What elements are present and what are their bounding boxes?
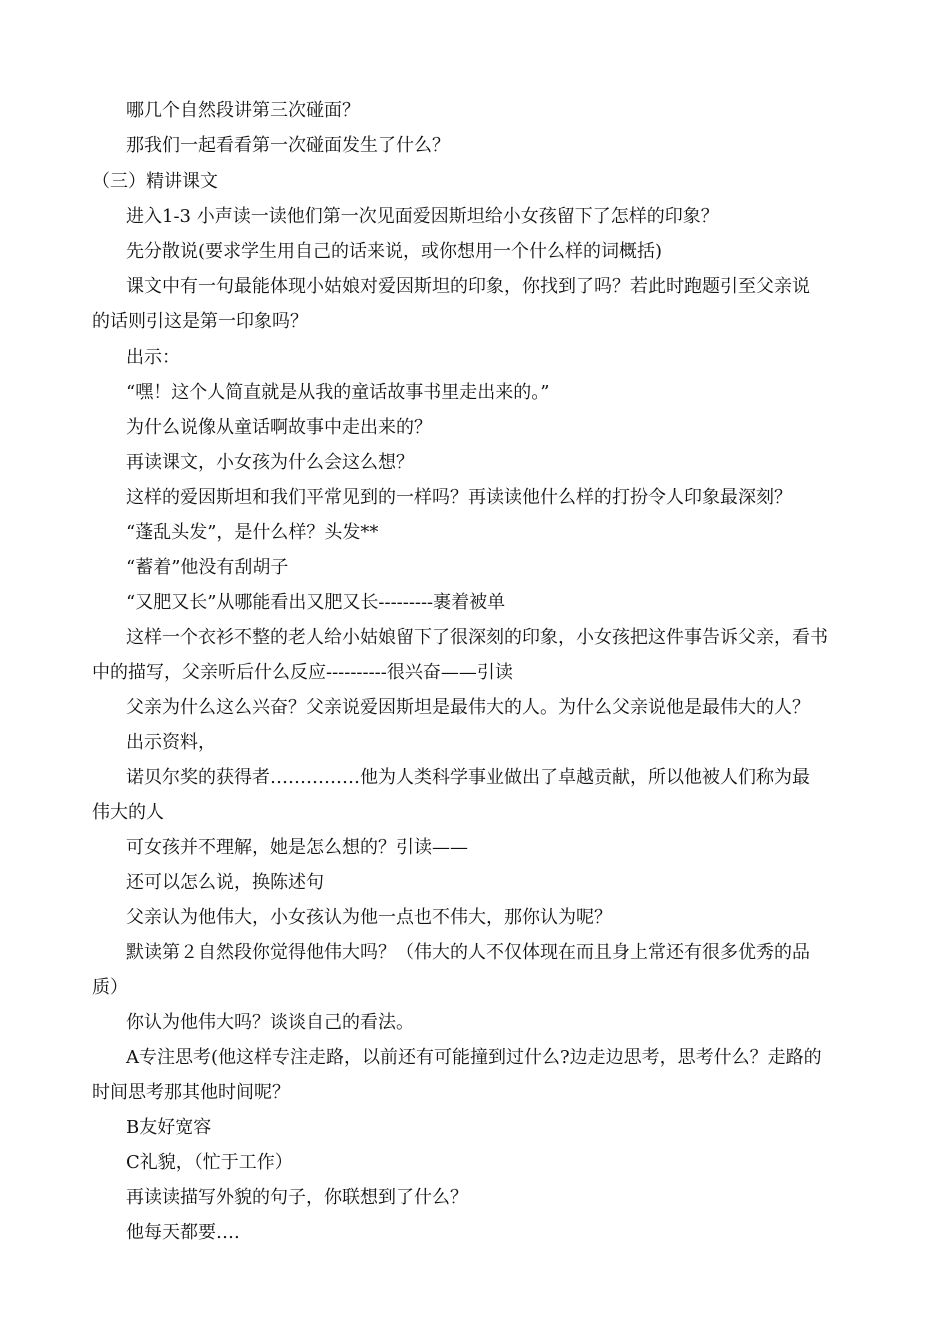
text-line: 父亲认为他伟大，小女孩认为他一点也不伟大，那你认为呢？ (126, 907, 612, 928)
text-line: 时间思考那其他时间呢？ (92, 1082, 290, 1103)
text-line: 还可以怎么说，换陈述句 (126, 872, 324, 893)
text-line: B友好宽容 (126, 1117, 212, 1138)
text-line: “蓄着”他没有刮胡子 (126, 557, 289, 578)
text-line: 的话则引这是第一印象吗？ (92, 311, 308, 332)
text-line: 这样的爱因斯坦和我们平常见到的一样吗？再读读他什么样的打扮令人印象最深刻？ (126, 487, 792, 508)
text-line: 质） (92, 977, 128, 998)
text-line: 父亲为什么这么兴奋？父亲说爱因斯坦是最伟大的人。为什么父亲说他是最伟大的人？ (126, 697, 810, 718)
text-line: “蓬乱头发”，是什么样？头发** (126, 522, 379, 543)
text-line: 再读读描写外貌的句子，你联想到了什么？ (126, 1187, 468, 1208)
text-line: C礼貌，（忙于工作） (126, 1152, 293, 1173)
text-line: 先分散说(要求学生用自己的话来说，或你想用一个什么样的词概括) (126, 241, 663, 262)
text-line: 课文中有一句最能体现小姑娘对爱因斯坦的印象，你找到了吗？若此时跑题引至父亲说 (126, 276, 810, 297)
section-heading: （三）精讲课文 (92, 171, 218, 192)
text-line: 他每天都要…. (126, 1222, 240, 1243)
text-line: 可女孩并不理解，她是怎么想的？引读—— (126, 837, 468, 858)
text-line: 进入1-3 小声读一读他们第一次见面爱因斯坦给小女孩留下了怎样的印象？ (126, 206, 719, 227)
text-line: 诺贝尔奖的获得者……………他为人类科学事业做出了卓越贡献，所以他被人们称为最 (126, 767, 810, 788)
text-line: 伟大的人 (92, 802, 164, 823)
quote-line: “嘿！这个人简直就是从我的童话故事书里走出来的。” (126, 382, 550, 403)
text-line: 出示： (126, 347, 180, 368)
text-line: A专注思考(他这样专注走路，以前还有可能撞到过什么?边走边思考，思考什么？走路的 (126, 1047, 822, 1068)
text-line: 这样一个衣衫不整的老人给小姑娘留下了很深刻的印象，小女孩把这件事告诉父亲，看书 (126, 627, 828, 648)
text-line: 为什么说像从童话啊故事中走出来的？ (126, 417, 432, 438)
text-line: 再读课文，小女孩为什么会这么想？ (126, 452, 414, 473)
text-line: 你认为他伟大吗？谈谈自己的看法。 (126, 1012, 414, 1033)
text-line: 那我们一起看看第一次碰面发生了什么？ (126, 135, 450, 156)
text-line: 哪几个自然段讲第三次碰面？ (126, 100, 360, 121)
text-line: 默读第２自然段你觉得他伟大吗？（伟大的人不仅体现在而且身上常还有很多优秀的品 (126, 942, 810, 963)
text-line: 中的描写，父亲听后什么反应----------很兴奋——引读 (92, 662, 513, 683)
text-line: 出示资料， (126, 732, 216, 753)
text-line: “又肥又长”从哪能看出又肥又长---------裹着被单 (126, 592, 506, 613)
